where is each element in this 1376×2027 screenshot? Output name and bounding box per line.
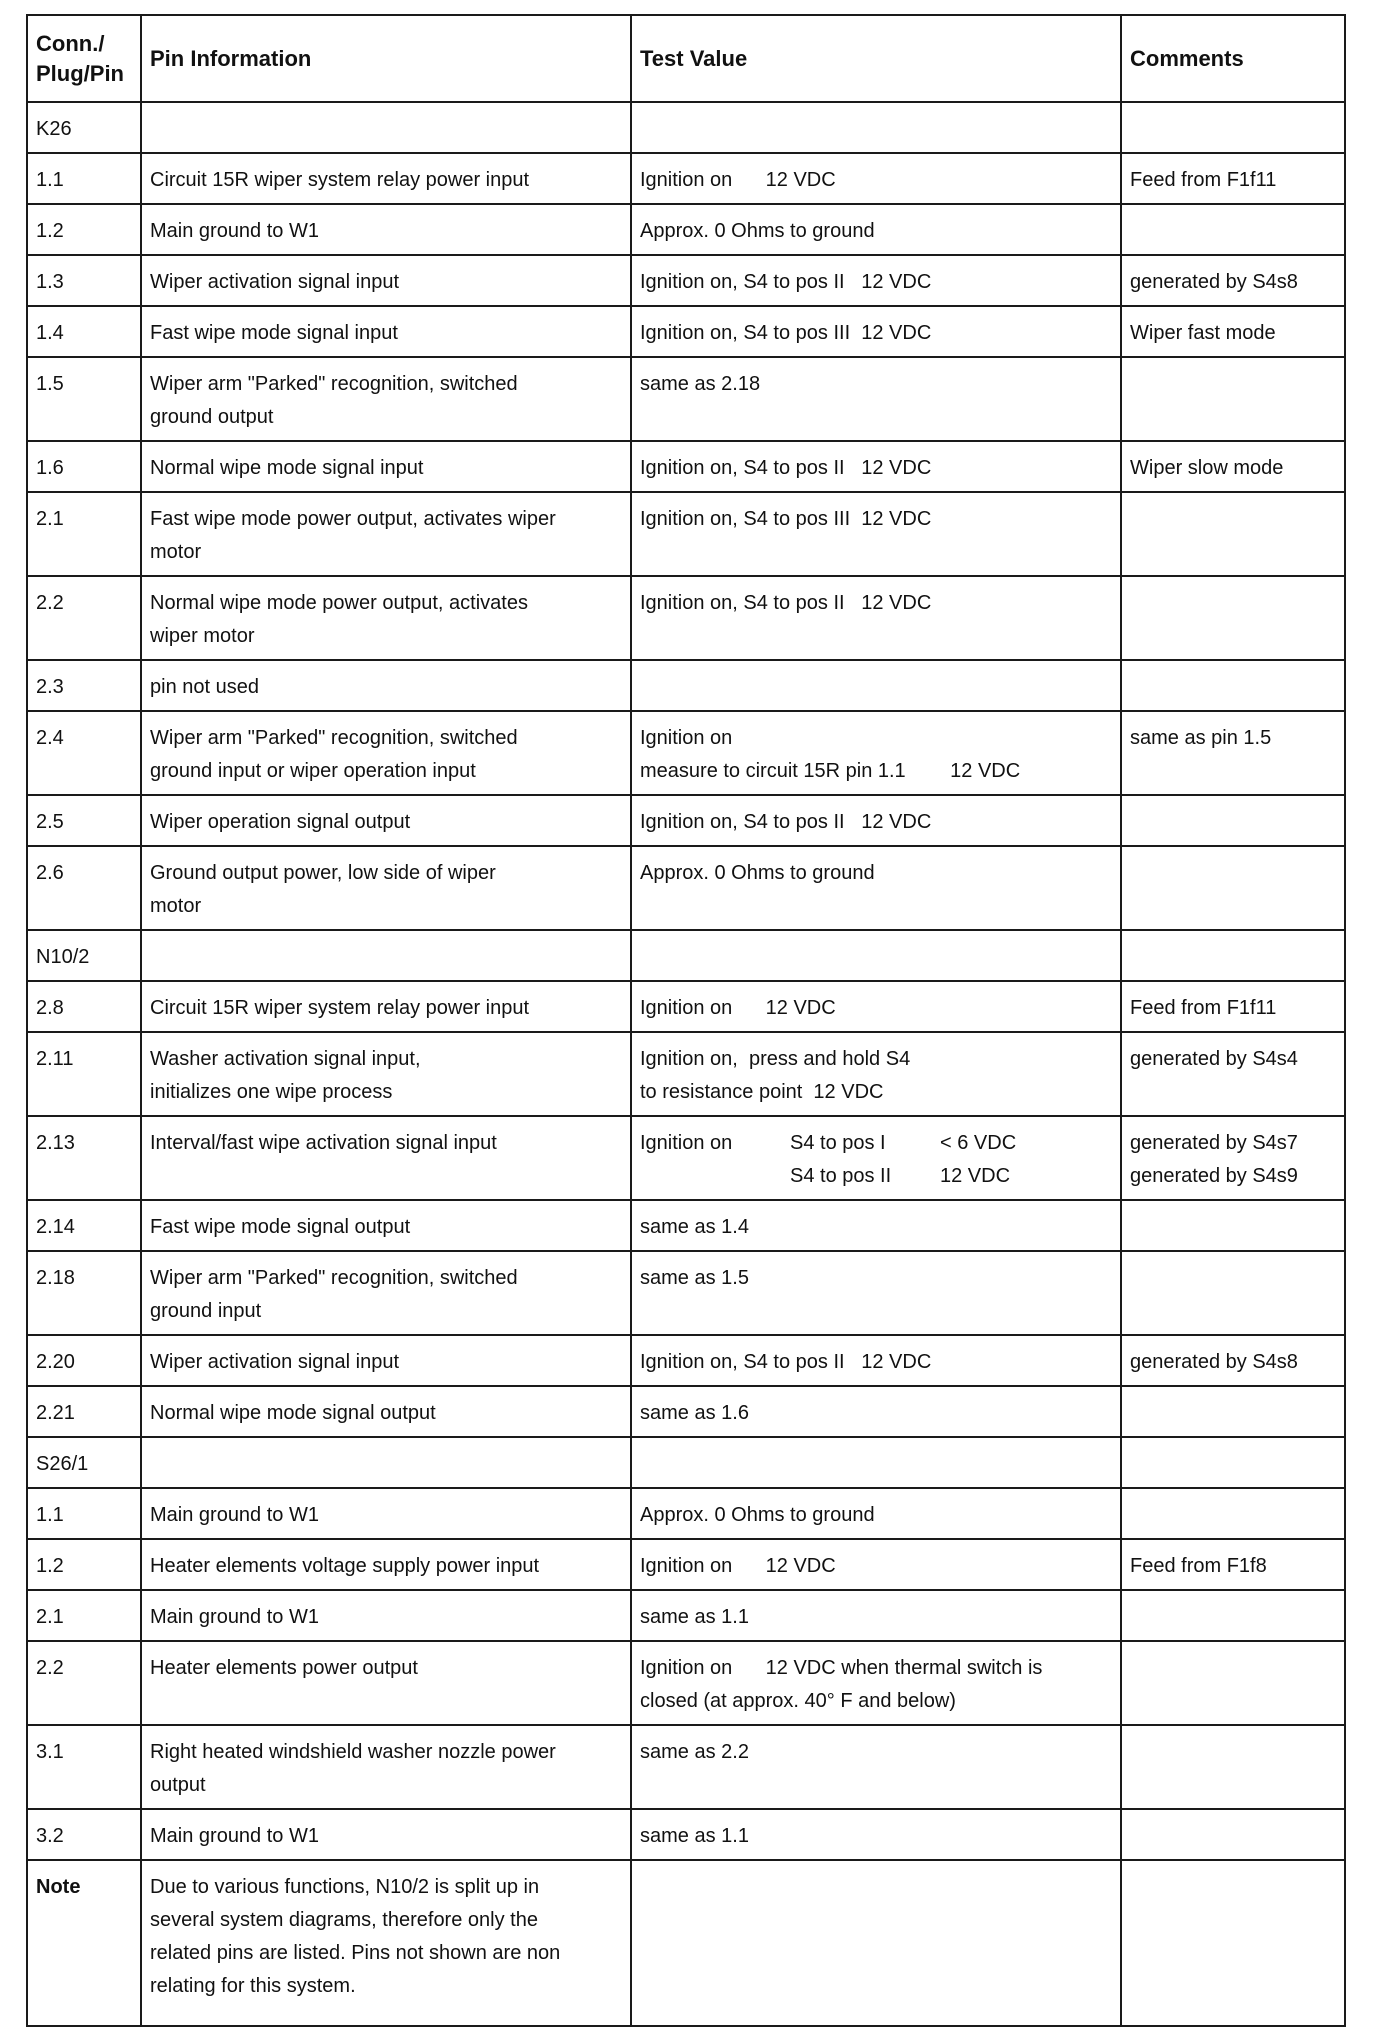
comments-cell bbox=[1121, 1539, 1345, 1590]
comments-cell bbox=[1121, 795, 1345, 846]
comment-line: Feed from F1f11 bbox=[1130, 997, 1277, 1019]
comments-cell bbox=[1121, 441, 1345, 492]
table-row bbox=[27, 1386, 1345, 1437]
pin-information-line: ground input bbox=[150, 1300, 262, 1322]
comments-cell bbox=[1121, 1590, 1345, 1641]
test-value-line: same as 2.18 bbox=[640, 373, 761, 395]
pin-information-line: motor bbox=[150, 895, 202, 917]
test-value-line: same as 2.2 bbox=[640, 1741, 749, 1763]
comment-line: Feed from F1f8 bbox=[1130, 1555, 1267, 1577]
comments-cell bbox=[1121, 1116, 1345, 1200]
pin-information-line: pin not used bbox=[150, 676, 259, 698]
table-row bbox=[27, 795, 1345, 846]
pin-information-line: output bbox=[150, 1774, 206, 1796]
conn-plug-pin-cell: 2.4 bbox=[27, 711, 141, 795]
test-value-line: same as 1.5 bbox=[640, 1267, 749, 1289]
comments-cell bbox=[1121, 1251, 1345, 1335]
conn-plug-pin-cell: 1.5 bbox=[27, 357, 141, 441]
conn-plug-pin-cell: 2.1 bbox=[27, 1590, 141, 1641]
comments-cell bbox=[1121, 930, 1345, 981]
pin-information-line: Wiper arm "Parked" recognition, switched bbox=[150, 373, 518, 395]
test-value-line: Ignition on 12 VDC bbox=[640, 1555, 836, 1577]
conn-plug-pin-cell: 2.11 bbox=[27, 1032, 141, 1116]
test-value-cell bbox=[631, 1590, 1121, 1641]
conn-plug-pin-cell: 2.14 bbox=[27, 1200, 141, 1251]
comments-cell bbox=[1121, 1725, 1345, 1809]
pin-information-line: Main ground to W1 bbox=[150, 220, 319, 242]
table-row bbox=[27, 846, 1345, 930]
test-value-grid-cell: S4 to pos II bbox=[790, 1165, 892, 1187]
pin-information-cell bbox=[141, 576, 631, 660]
test-value-grid bbox=[640, 1127, 1112, 1193]
pin-information-cell bbox=[141, 441, 631, 492]
conn-plug-pin-cell: 2.5 bbox=[27, 795, 141, 846]
pin-information-cell bbox=[141, 1200, 631, 1251]
table-row bbox=[27, 1200, 1345, 1251]
conn-plug-pin-cell: 1.2 bbox=[27, 1539, 141, 1590]
test-value-cell bbox=[631, 1386, 1121, 1437]
test-value-grid-cell bbox=[640, 1160, 790, 1193]
conn-plug-pin-cell: N10/2 bbox=[27, 930, 141, 981]
comments-cell bbox=[1121, 492, 1345, 576]
test-value-line: Approx. 0 Ohms to ground bbox=[640, 862, 875, 884]
conn-plug-pin-cell: 1.1 bbox=[27, 1488, 141, 1539]
pin-information-line: several system diagrams, therefore only the bbox=[150, 1909, 538, 1931]
conn-plug-pin-cell: 2.6 bbox=[27, 846, 141, 930]
pin-information-line: Washer activation signal input, bbox=[150, 1048, 421, 1070]
conn-plug-pin-cell: K26 bbox=[27, 102, 141, 153]
pin-information-line: Right heated windshield washer nozzle power bbox=[150, 1741, 556, 1763]
pin-information-line: related pins are listed. Pins not shown are non bbox=[150, 1942, 561, 1964]
comments-cell bbox=[1121, 1335, 1345, 1386]
test-value-cell bbox=[631, 930, 1121, 981]
test-value-cell bbox=[631, 846, 1121, 930]
conn-plug-pin-cell: 3.2 bbox=[27, 1809, 141, 1860]
conn-plug-pin-cell: 1.3 bbox=[27, 255, 141, 306]
pin-information-line: Main ground to W1 bbox=[150, 1825, 319, 1847]
test-value-cell bbox=[631, 1725, 1121, 1809]
test-value-cell bbox=[631, 1335, 1121, 1386]
conn-plug-pin-cell: 2.2 bbox=[27, 576, 141, 660]
comments-cell bbox=[1121, 1809, 1345, 1860]
comment-line: generated by S4s9 bbox=[1130, 1165, 1298, 1187]
test-value-cell bbox=[631, 1200, 1121, 1251]
test-value-line: Ignition on 12 VDC bbox=[640, 997, 836, 1019]
test-value-line: closed (at approx. 40° F and below) bbox=[640, 1690, 956, 1712]
test-value-cell bbox=[631, 660, 1121, 711]
pin-information-cell bbox=[141, 846, 631, 930]
pin-information-cell bbox=[141, 153, 631, 204]
pin-information-line: Heater elements power output bbox=[150, 1657, 418, 1679]
pin-information-cell bbox=[141, 492, 631, 576]
pin-information-cell bbox=[141, 204, 631, 255]
table-row bbox=[27, 1488, 1345, 1539]
comment-line: Feed from F1f11 bbox=[1130, 169, 1277, 191]
table-row bbox=[27, 1437, 1345, 1488]
pin-information-cell bbox=[141, 1437, 631, 1488]
test-value-cell bbox=[631, 102, 1121, 153]
test-value-line: to resistance point 12 VDC bbox=[640, 1081, 884, 1103]
pin-information-line: Normal wipe mode power output, activates bbox=[150, 592, 528, 614]
test-value-line: Ignition on, S4 to pos III 12 VDC bbox=[640, 508, 932, 530]
header-test-value: Test Value bbox=[631, 15, 1121, 102]
comments-cell bbox=[1121, 1488, 1345, 1539]
test-value-cell bbox=[631, 711, 1121, 795]
pin-information-line: wiper motor bbox=[150, 625, 255, 647]
comment-line: generated by S4s8 bbox=[1130, 271, 1298, 293]
pin-information-cell bbox=[141, 1488, 631, 1539]
comments-cell bbox=[1121, 1386, 1345, 1437]
pin-information-cell bbox=[141, 306, 631, 357]
table-row bbox=[27, 357, 1345, 441]
test-value-cell bbox=[631, 204, 1121, 255]
table-row bbox=[27, 1860, 1345, 2026]
pin-information-cell bbox=[141, 255, 631, 306]
test-value-grid-cell: Ignition on bbox=[640, 1132, 733, 1154]
comment-line: generated by S4s8 bbox=[1130, 1351, 1298, 1373]
conn-plug-pin-cell: 2.13 bbox=[27, 1116, 141, 1200]
pin-information-line: Wiper activation signal input bbox=[150, 271, 400, 293]
pin-information-line: Main ground to W1 bbox=[150, 1606, 319, 1628]
test-value-line: Ignition on, press and hold S4 bbox=[640, 1048, 911, 1070]
test-value-cell bbox=[631, 1488, 1121, 1539]
test-value-line: Ignition on 12 VDC when thermal switch is bbox=[640, 1657, 1043, 1679]
pin-information-cell bbox=[141, 1335, 631, 1386]
test-value-cell bbox=[631, 306, 1121, 357]
table-row bbox=[27, 441, 1345, 492]
test-value-cell bbox=[631, 1641, 1121, 1725]
comments-cell bbox=[1121, 153, 1345, 204]
comment-line: Wiper fast mode bbox=[1130, 322, 1276, 344]
test-value-cell bbox=[631, 153, 1121, 204]
pin-information-cell bbox=[141, 1641, 631, 1725]
table-row bbox=[27, 1032, 1345, 1116]
pin-information-line: Ground output power, low side of wiper bbox=[150, 862, 496, 884]
pin-information-line: Due to various functions, N10/2 is split up in bbox=[150, 1876, 540, 1898]
table-row bbox=[27, 1725, 1345, 1809]
table-row bbox=[27, 255, 1345, 306]
conn-plug-pin-cell: S26/1 bbox=[27, 1437, 141, 1488]
comments-cell bbox=[1121, 255, 1345, 306]
test-value-line: Ignition on bbox=[640, 727, 733, 749]
table-row bbox=[27, 1809, 1345, 1860]
test-value-cell bbox=[631, 1809, 1121, 1860]
pin-information-cell bbox=[141, 1251, 631, 1335]
pin-information-line: Circuit 15R wiper system relay power input bbox=[150, 169, 530, 191]
pin-information-cell bbox=[141, 660, 631, 711]
test-value-line: same as 1.1 bbox=[640, 1606, 749, 1628]
test-value-grid-cell: S4 to pos I bbox=[790, 1132, 886, 1154]
pin-information-line: initializes one wipe process bbox=[150, 1081, 393, 1103]
comments-cell bbox=[1121, 1200, 1345, 1251]
pin-information-cell bbox=[141, 930, 631, 981]
table-row bbox=[27, 306, 1345, 357]
test-value-cell bbox=[631, 441, 1121, 492]
comment-line: same as pin 1.5 bbox=[1130, 727, 1272, 749]
table-row bbox=[27, 102, 1345, 153]
test-value-cell bbox=[631, 492, 1121, 576]
test-value-line: same as 1.4 bbox=[640, 1216, 749, 1238]
test-value-line: Ignition on, S4 to pos II 12 VDC bbox=[640, 1351, 932, 1373]
table-row bbox=[27, 204, 1345, 255]
table-row bbox=[27, 1116, 1345, 1200]
pin-information-line: Normal wipe mode signal output bbox=[150, 1402, 436, 1424]
test-value-line: Ignition on, S4 to pos II 12 VDC bbox=[640, 271, 932, 293]
conn-plug-pin-cell: Note bbox=[27, 1860, 141, 2026]
test-value-line: Ignition on, S4 to pos II 12 VDC bbox=[640, 457, 932, 479]
comments-cell bbox=[1121, 711, 1345, 795]
pin-information-line: Interval/fast wipe activation signal input bbox=[150, 1132, 497, 1154]
test-value-cell bbox=[631, 357, 1121, 441]
comments-cell bbox=[1121, 1032, 1345, 1116]
table-row bbox=[27, 492, 1345, 576]
table-row bbox=[27, 981, 1345, 1032]
conn-plug-pin-cell: 2.3 bbox=[27, 660, 141, 711]
pin-information-cell bbox=[141, 1386, 631, 1437]
pin-information-cell bbox=[141, 102, 631, 153]
pin-information-cell bbox=[141, 1590, 631, 1641]
comments-cell bbox=[1121, 846, 1345, 930]
pin-information-cell bbox=[141, 1860, 631, 2026]
test-value-cell bbox=[631, 981, 1121, 1032]
conn-plug-pin-cell: 2.8 bbox=[27, 981, 141, 1032]
conn-plug-pin-cell: 2.18 bbox=[27, 1251, 141, 1335]
conn-plug-pin-cell: 1.6 bbox=[27, 441, 141, 492]
comments-cell bbox=[1121, 1860, 1345, 2026]
test-value-line: measure to circuit 15R pin 1.1 12 VDC bbox=[640, 760, 1021, 782]
test-value-cell bbox=[631, 576, 1121, 660]
test-value-grid-cell: 12 VDC bbox=[940, 1165, 1011, 1187]
table-row bbox=[27, 1335, 1345, 1386]
conn-plug-pin-cell: 2.1 bbox=[27, 492, 141, 576]
pin-information-line: ground output bbox=[150, 406, 274, 428]
header-conn-plug-pin: Conn./ Plug/Pin bbox=[27, 15, 141, 102]
test-value-line: same as 1.6 bbox=[640, 1402, 749, 1424]
conn-plug-pin-cell: 3.1 bbox=[27, 1725, 141, 1809]
pin-information-line: Wiper activation signal input bbox=[150, 1351, 400, 1373]
comments-cell bbox=[1121, 204, 1345, 255]
test-value-cell bbox=[631, 1251, 1121, 1335]
table-row bbox=[27, 153, 1345, 204]
conn-plug-pin-cell: 2.2 bbox=[27, 1641, 141, 1725]
test-value-cell bbox=[631, 1539, 1121, 1590]
test-value-cell bbox=[631, 1860, 1121, 2026]
test-value-cell bbox=[631, 1437, 1121, 1488]
pin-information-cell bbox=[141, 711, 631, 795]
header-comments: Comments bbox=[1121, 15, 1345, 102]
pin-information-line: relating for this system. bbox=[150, 1975, 356, 1997]
table-row bbox=[27, 1251, 1345, 1335]
pin-information-cell bbox=[141, 1116, 631, 1200]
comments-cell bbox=[1121, 306, 1345, 357]
pin-information-line: Fast wipe mode signal input bbox=[150, 322, 398, 344]
conn-plug-pin-cell: 2.20 bbox=[27, 1335, 141, 1386]
pin-information-line: Main ground to W1 bbox=[150, 1504, 319, 1526]
table-row bbox=[27, 930, 1345, 981]
pin-information-line: Normal wipe mode signal input bbox=[150, 457, 424, 479]
comment-line: generated by S4s7 bbox=[1130, 1132, 1298, 1154]
pin-information-cell bbox=[141, 981, 631, 1032]
table-row bbox=[27, 711, 1345, 795]
pin-information-cell bbox=[141, 795, 631, 846]
header-pin-information: Pin Information bbox=[141, 15, 631, 102]
comments-cell bbox=[1121, 357, 1345, 441]
pin-information-line: ground input or wiper operation input bbox=[150, 760, 476, 782]
test-value-line: Approx. 0 Ohms to ground bbox=[640, 220, 875, 242]
test-value-cell bbox=[631, 1032, 1121, 1116]
conn-plug-pin-cell: 1.2 bbox=[27, 204, 141, 255]
pin-information-line: Circuit 15R wiper system relay power input bbox=[150, 997, 530, 1019]
conn-plug-pin-cell: 1.1 bbox=[27, 153, 141, 204]
comment-line: generated by S4s4 bbox=[1130, 1048, 1298, 1070]
test-value-cell bbox=[631, 1116, 1121, 1200]
table-row bbox=[27, 576, 1345, 660]
test-value-line: Ignition on, S4 to pos II 12 VDC bbox=[640, 592, 932, 614]
test-value-cell bbox=[631, 795, 1121, 846]
pin-information-line: Wiper arm "Parked" recognition, switched bbox=[150, 1267, 518, 1289]
comment-line: Wiper slow mode bbox=[1130, 457, 1284, 479]
pin-information-line: Heater elements voltage supply power input bbox=[150, 1555, 540, 1577]
pin-information-cell bbox=[141, 1725, 631, 1809]
pin-information-cell bbox=[141, 357, 631, 441]
table-body bbox=[27, 102, 1345, 2026]
pin-assignment-table bbox=[26, 14, 1346, 2027]
pin-information-cell bbox=[141, 1539, 631, 1590]
comments-cell bbox=[1121, 1641, 1345, 1725]
test-value-cell bbox=[631, 255, 1121, 306]
test-value-line: Ignition on 12 VDC bbox=[640, 169, 836, 191]
test-value-line: Ignition on, S4 to pos II 12 VDC bbox=[640, 811, 932, 833]
comments-cell bbox=[1121, 576, 1345, 660]
test-value-line: Approx. 0 Ohms to ground bbox=[640, 1504, 875, 1526]
test-value-line: Ignition on, S4 to pos III 12 VDC bbox=[640, 322, 932, 344]
pin-information-cell bbox=[141, 1809, 631, 1860]
pin-information-line: Wiper operation signal output bbox=[150, 811, 411, 833]
conn-plug-pin-cell: 1.4 bbox=[27, 306, 141, 357]
conn-plug-pin-cell: 2.21 bbox=[27, 1386, 141, 1437]
table-row bbox=[27, 660, 1345, 711]
table-row bbox=[27, 1641, 1345, 1725]
comments-cell bbox=[1121, 660, 1345, 711]
pin-information-line: Wiper arm "Parked" recognition, switched bbox=[150, 727, 518, 749]
pin-information-line: Fast wipe mode signal output bbox=[150, 1216, 411, 1238]
comments-cell bbox=[1121, 102, 1345, 153]
pin-information-line: motor bbox=[150, 541, 202, 563]
pin-information-cell bbox=[141, 1032, 631, 1116]
test-value-line: same as 1.1 bbox=[640, 1825, 749, 1847]
table-header-row bbox=[27, 15, 1345, 102]
test-value-grid-cell: < 6 VDC bbox=[940, 1132, 1017, 1154]
comments-cell bbox=[1121, 981, 1345, 1032]
comments-cell bbox=[1121, 1437, 1345, 1488]
table-row bbox=[27, 1590, 1345, 1641]
table-row bbox=[27, 1539, 1345, 1590]
pin-information-line: Fast wipe mode power output, activates wiper bbox=[150, 508, 556, 530]
